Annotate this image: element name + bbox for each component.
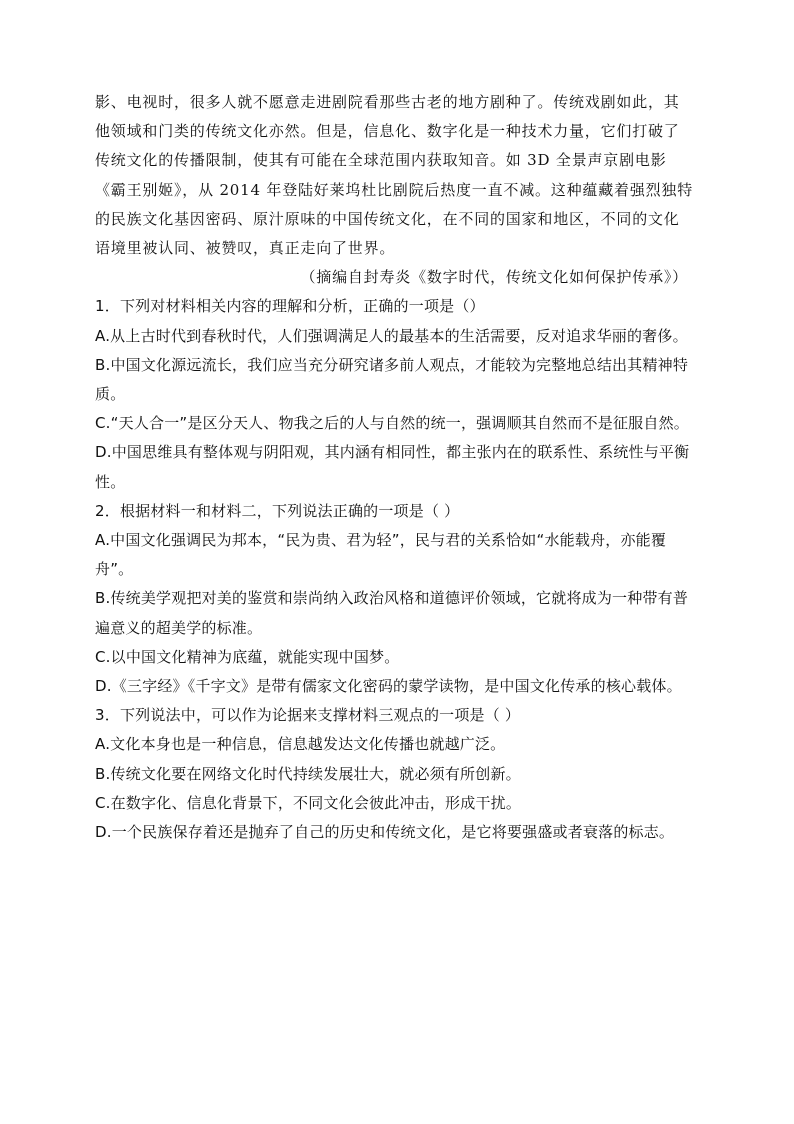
question-1-option-a: A.从上古时代到春秋时代，人们强调满足人的最基本的生活需要，反对追求华丽的奢侈。 xyxy=(95,326,688,345)
question-3-option-a: A.文化本身也是一种信息，信息越发达文化传播也就越广泛。 xyxy=(95,735,506,754)
question-1-option-d: D.中国思维具有整体观与阴阳观，其内涵有相同性，都主张内在的联系性、系统性与平衡性。 xyxy=(95,443,690,491)
question-3-option-c: C.在数字化、信息化背景下，不同文化会彼此冲击，形成干扰。 xyxy=(95,793,522,812)
question-1-stem: 1．下列对材料相关内容的理解和分析，正确的一项是（） xyxy=(95,297,485,316)
question-3-option-d: D.一个民族保存着还是抛弃了自己的历史和传统文化，是它将要强盛或者衰落的标志。 xyxy=(95,823,675,842)
passage-source: （摘编自封寿炎《数字时代，传统文化如何保护传承》） xyxy=(300,268,688,287)
question-2-option-b: B.传统美学观把对美的鉴赏和崇尚纳入政治风格和道德评价领域，它就将成为一种带有普遍意义的超美学的标准。 xyxy=(95,589,689,637)
question-2-stem: 2．根据材料一和材料二，下列说法正确的一项是（ ） xyxy=(95,501,460,520)
question-1 xyxy=(95,292,694,496)
question-3 xyxy=(95,701,694,847)
question-2 xyxy=(95,497,694,701)
question-1-option-b: B.中国文化源远流长，我们应当充分研究诸多前人观点，才能较为完整地总结出其精神特质。 xyxy=(95,355,689,404)
question-3-stem: 3．下列说法中，可以作为论据来支撑材料三观点的一项是（ ） xyxy=(95,706,521,725)
question-2-option-a: A.中国文化强调民为邦本，“民为贵、君为轻”，民与君的关系恰如“水能载舟，亦能覆舟”。 xyxy=(95,531,667,579)
question-1-option-c: C.“天人合一”是区分天人、物我之后的人与自然的统一，强调顺其自然而不是征服自然。 xyxy=(95,414,689,433)
passage-paragraph: 影、电视时，很多人就不愿意走进剧院看那些古老的地方剧种了。传统戏剧如此，其他领域和门类的传统文化亦然。但是，信息化、数字化是一种技术力量，它们打破了传统文化的传播限制，使其有可能在全球范围内获取知音。如 3D 全景声京剧电影《霸王别姬》，从 2014 年登陆好莱坞杜比剧院后热度一直不减。这种蕴藏着强烈独特的民族文化基因密码、原汁原味的中国传统文化，在不同的国家和地区，不同的文化语境里被认同、被赞叹，真正走向了世界。 xyxy=(95,93,694,258)
question-2-option-d: D.《三字经》《千字文》是带有儒家文化密码的蒙学读物，是中国文化传承的核心载体。 xyxy=(95,677,682,696)
question-2-option-c: C.以中国文化精神为底蕴，就能实现中国梦。 xyxy=(95,647,400,666)
question-3-option-b: B.传统文化要在网络文化时代持续发展壮大，就必须有所创新。 xyxy=(95,764,521,783)
